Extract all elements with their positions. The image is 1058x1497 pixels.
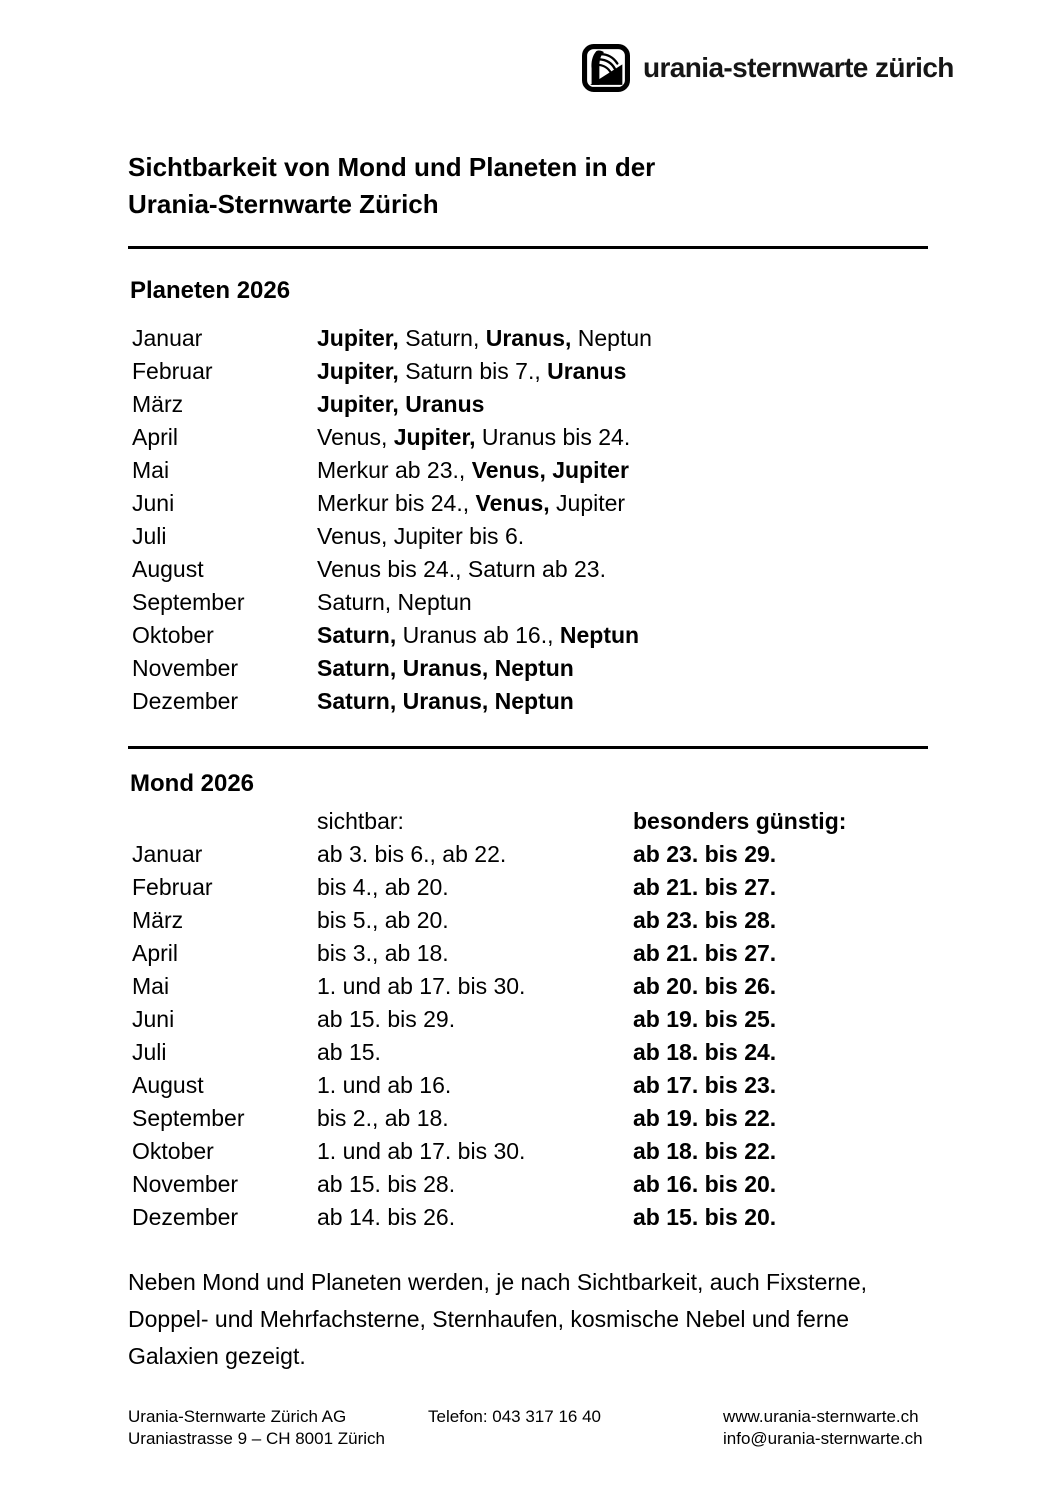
planet-name-segment: Uranus ab 16.,	[396, 622, 560, 648]
planet-visibility	[317, 553, 934, 586]
moon-table-row	[132, 1069, 934, 1102]
footer-address-block	[128, 1406, 428, 1450]
moon-table-row	[132, 1102, 934, 1135]
month-label: Oktober	[132, 622, 214, 648]
moon-table-row	[132, 871, 934, 904]
planet-name-segment: Uranus	[547, 358, 627, 384]
moon-favorable-dates: ab 21. bis 27.	[633, 874, 777, 900]
moon-visible-dates: bis 5., ab 20.	[317, 907, 449, 933]
planet-table-row	[132, 553, 934, 586]
planet-visibility	[317, 322, 934, 355]
moon-section-heading: Mond 2026	[130, 770, 255, 797]
month-label: April	[132, 940, 179, 966]
moon-visible-dates: ab 14. bis 26.	[317, 1204, 456, 1230]
moon-favorable-dates: ab 18. bis 24.	[633, 1039, 777, 1065]
moon-visible-dates: bis 3., ab 18.	[317, 940, 449, 966]
planet-visibility	[317, 586, 934, 619]
page-title	[128, 149, 655, 223]
planet-visibility	[317, 652, 934, 685]
month-label: März	[132, 391, 184, 417]
month-label: September	[132, 589, 245, 615]
planet-visibility	[317, 355, 934, 388]
footer-company: Urania-Sternwarte Zürich AG	[128, 1407, 347, 1426]
moon-header-spacer	[132, 805, 317, 838]
month-label: Juli	[132, 1039, 167, 1065]
moon-favorable-dates: ab 19. bis 25.	[633, 1006, 777, 1032]
moon-favorable-dates: ab 16. bis 20.	[633, 1171, 777, 1197]
page-title-line2: Urania-Sternwarte Zürich	[128, 189, 439, 219]
planet-name-segment: Saturn,	[317, 622, 397, 648]
planet-name-segment: Saturn bis 7.,	[398, 358, 548, 384]
month-label: November	[132, 1171, 239, 1197]
moon-table-row	[132, 1135, 934, 1168]
planets-table	[132, 322, 934, 718]
moon-table-row	[132, 970, 934, 1003]
planet-visibility	[317, 388, 934, 421]
planets-section-heading: Planeten 2026	[130, 277, 291, 304]
moon-favorable-dates: ab 18. bis 22.	[633, 1138, 777, 1164]
moon-visible-dates: ab 15. bis 28.	[317, 1171, 456, 1197]
month-label: Juli	[132, 523, 167, 549]
moon-table-row	[132, 937, 934, 970]
planet-name-segment: Jupiter	[549, 490, 626, 516]
planet-name-segment: Saturn, Neptun	[317, 589, 472, 615]
planet-name-segment: Merkur bis 24.,	[317, 490, 476, 516]
month-label: Dezember	[132, 688, 239, 714]
planet-name-segment: Jupiter,	[393, 424, 476, 450]
section-divider-middle	[128, 746, 928, 749]
month-label: Mai	[132, 973, 170, 999]
planet-table-row	[132, 619, 934, 652]
planet-name-segment: Saturn, Uranus, Neptun	[317, 655, 574, 681]
moon-favorable-dates: ab 23. bis 29.	[633, 841, 777, 867]
month-label: Dezember	[132, 1204, 239, 1230]
month-label: Januar	[132, 841, 203, 867]
footer-email: info@urania-sternwarte.ch	[723, 1429, 923, 1448]
moon-table-row	[132, 1168, 934, 1201]
planet-visibility	[317, 619, 934, 652]
planet-name-segment: Jupiter,	[317, 358, 399, 384]
note-line: Neben Mond und Planeten werden, je nach Sichtbarkeit, auch Fixsterne,	[128, 1269, 867, 1295]
month-label: Mai	[132, 457, 170, 483]
moon-visible-dates: ab 15. bis 29.	[317, 1006, 456, 1032]
month-label: Januar	[132, 325, 203, 351]
footer-phone-block	[428, 1406, 723, 1450]
planet-name-segment: Venus, Jupiter bis 6.	[317, 523, 525, 549]
moon-table-row	[132, 904, 934, 937]
moon-favorable-dates: ab 15. bis 20.	[633, 1204, 777, 1230]
moon-favorable-dates: ab 17. bis 23.	[633, 1072, 777, 1098]
brand-name: urania-sternwarte zürich	[643, 52, 954, 83]
moon-table-row	[132, 1036, 934, 1069]
month-label: November	[132, 655, 239, 681]
page-footer	[128, 1406, 930, 1450]
month-label: Oktober	[132, 1138, 214, 1164]
planet-name-segment: Jupiter,	[317, 325, 399, 351]
moon-header-visible: sichtbar:	[317, 808, 404, 834]
moon-favorable-dates: ab 23. bis 28.	[633, 907, 777, 933]
planet-visibility	[317, 421, 934, 454]
planet-table-row	[132, 652, 934, 685]
planet-table-row	[132, 388, 934, 421]
note-line: Doppel- und Mehrfachsterne, Sternhaufen, kosmische Nebel und ferne	[128, 1306, 850, 1332]
footer-contact-block	[723, 1406, 930, 1450]
planet-name-segment: Merkur ab 23.,	[317, 457, 472, 483]
footer-phone: Telefon: 043 317 16 40	[428, 1407, 601, 1426]
planet-table-row	[132, 322, 934, 355]
section-divider-top	[128, 246, 928, 249]
planet-name-segment: Jupiter, Uranus	[317, 391, 485, 417]
planet-name-segment: Uranus,	[485, 325, 572, 351]
moon-table	[132, 805, 934, 1234]
planet-table-row	[132, 421, 934, 454]
moon-table-row	[132, 838, 934, 871]
month-label: September	[132, 1105, 245, 1131]
month-label: August	[132, 556, 204, 582]
planet-table-row	[132, 685, 934, 718]
month-label: März	[132, 907, 184, 933]
moon-visible-dates: 1. und ab 16.	[317, 1072, 452, 1098]
moon-visible-dates: 1. und ab 17. bis 30.	[317, 973, 526, 999]
planet-name-segment: Venus bis 24., Saturn ab 23.	[317, 556, 606, 582]
moon-visible-dates: bis 2., ab 18.	[317, 1105, 449, 1131]
month-label: Juni	[132, 490, 175, 516]
planet-name-segment: Saturn,	[398, 325, 486, 351]
moon-favorable-dates: ab 21. bis 27.	[633, 940, 777, 966]
planet-table-row	[132, 454, 934, 487]
moon-visible-dates: bis 4., ab 20.	[317, 874, 449, 900]
planet-name-segment: Uranus bis 24.	[475, 424, 631, 450]
month-label: Februar	[132, 874, 213, 900]
moon-table-row	[132, 1003, 934, 1036]
month-label: Juni	[132, 1006, 175, 1032]
planet-table-row	[132, 586, 934, 619]
moon-header-favorable: besonders günstig:	[633, 808, 847, 834]
month-label: April	[132, 424, 179, 450]
footer-website: www.urania-sternwarte.ch	[723, 1407, 919, 1426]
planet-table-row	[132, 487, 934, 520]
moon-visible-dates: ab 3. bis 6., ab 22.	[317, 841, 507, 867]
planet-visibility	[317, 520, 934, 553]
planet-visibility	[317, 454, 934, 487]
moon-visible-dates: ab 15.	[317, 1039, 381, 1065]
footer-street: Uraniastrasse 9 – CH 8001 Zürich	[128, 1429, 386, 1448]
planet-visibility	[317, 685, 934, 718]
moon-favorable-dates: ab 20. bis 26.	[633, 973, 777, 999]
moon-table-header-row	[132, 805, 934, 838]
page-title-line1: Sichtbarkeit von Mond und Planeten in der	[128, 152, 656, 182]
observatory-logo-icon	[582, 44, 630, 92]
month-label: August	[132, 1072, 204, 1098]
note-paragraph	[128, 1264, 958, 1375]
planet-name-segment: Venus, Jupiter	[471, 457, 629, 483]
moon-table-row	[132, 1201, 934, 1234]
planet-table-row	[132, 355, 934, 388]
month-label: Februar	[132, 358, 213, 384]
moon-visible-dates: 1. und ab 17. bis 30.	[317, 1138, 526, 1164]
note-line: Galaxien gezeigt.	[128, 1343, 306, 1369]
planet-name-segment: Saturn, Uranus, Neptun	[317, 688, 574, 714]
planet-name-segment: Neptun	[571, 325, 652, 351]
planet-name-segment: Neptun	[559, 622, 640, 648]
planet-table-row	[132, 520, 934, 553]
moon-favorable-dates: ab 19. bis 22.	[633, 1105, 777, 1131]
planet-name-segment: Venus,	[317, 424, 394, 450]
planet-name-segment: Venus,	[475, 490, 550, 516]
planet-visibility	[317, 487, 934, 520]
brand-header	[582, 44, 954, 92]
